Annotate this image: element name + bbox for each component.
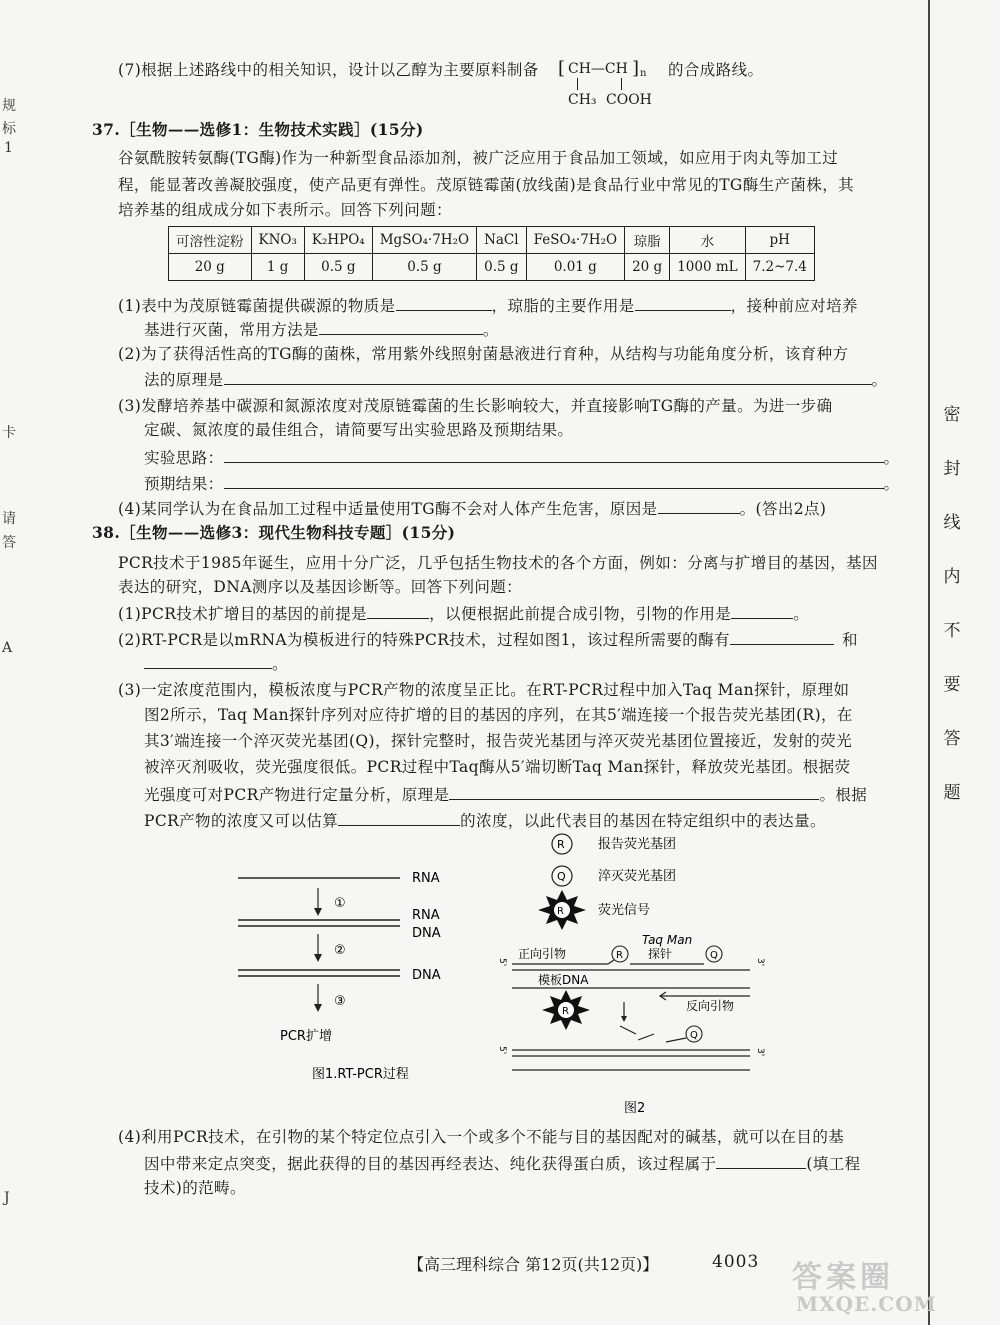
q37-p4-text-a: (4)某同学认为在食品加工过程中适量使用TG酶不会对人体产生危害，原因是 (118, 500, 658, 518)
q37-intro-2: 程，能显著改善凝胶强度，使产品更有弹性。茂原链霉菌(放线菌)是食品行业中常见的TG酶生产菌株，其 (118, 176, 855, 194)
q37-part3-result: 预期结果： 。 (144, 472, 899, 494)
answer-blank[interactable] (144, 652, 272, 669)
q38-part4-b (144, 1152, 861, 1174)
figure-2-caption: 图2 (624, 1101, 646, 1116)
q37-p1-text-c: ，接种前应对培养 (730, 297, 858, 315)
q36-part7 (118, 60, 539, 80)
q38-part3-e (144, 783, 867, 805)
exam-code: 4003 (712, 1252, 760, 1272)
label-dna-2: DNA (412, 926, 441, 941)
answer-blank[interactable] (338, 809, 460, 826)
step-2-label: ② (334, 943, 346, 958)
step-3-label: ③ (334, 994, 346, 1009)
arrow-head (314, 1004, 322, 1012)
q38-part3-c: 其3′端连接一个淬灭荧光基团(Q)，探针完整时，报告荧光基团与淬灭荧光基团位置接近，发射的荧光 (144, 732, 852, 750)
free-quencher-symbol: Q (690, 1030, 698, 1041)
q38-part3-d: 被淬灭剂吸收，荧光强度很低。PCR过程中Taq酶从5′端切断Taq Man探针，释放荧光基团。根据荧 (144, 758, 851, 776)
answer-blank[interactable] (635, 294, 731, 311)
q38-part2 (118, 628, 858, 650)
table-value-cell: 7.2~7.4 (745, 254, 814, 281)
q38-p1-text-a: (1)PCR技术扩增目的基因的前提是 (118, 605, 368, 623)
answer-blank[interactable] (319, 318, 483, 335)
q38-part2-cont: 。 (144, 652, 288, 674)
q38-part3-a: (3)一定浓度范围内，模板浓度与PCR产物的浓度呈正比。在RT-PCR过程中加入Taq Man探针，原理如 (118, 681, 850, 699)
q37-p1-text-a: (1)表中为茂原链霉菌提供碳源的物质是 (118, 297, 396, 315)
answer-blank[interactable] (730, 628, 834, 645)
figure-1-rt-pcr (230, 860, 470, 1090)
answer-blank[interactable] (224, 472, 884, 489)
left-mark: 1 (4, 140, 13, 156)
binding-char: 封 (943, 459, 961, 479)
q37-p4-text-b: 。(答出2点) (739, 500, 827, 518)
q38-part4-d: 技术)的范畴。 (144, 1179, 246, 1197)
binding-char: 线 (943, 513, 961, 533)
q38-part1: (1)PCR技术扩增目的基因的前提是 ，以便根据此前提合成引物，引物的作用是 。 (118, 602, 809, 624)
polymer-backbone: CH—CH (568, 61, 628, 77)
pcr-amplify-label: PCR扩增 (280, 1029, 332, 1044)
watermark-url: MXQE.COM (796, 1292, 937, 1316)
table-header-cell: MgSO₄·7H₂O (372, 227, 476, 254)
answer-blank[interactable] (716, 1152, 806, 1169)
primer-arrowhead (608, 960, 614, 964)
binding-char: 要 (943, 675, 961, 695)
watermark-logo: 答案圈 (792, 1260, 894, 1295)
q37-p1-text-d: 基进行灭菌，常用方法是 (144, 321, 319, 339)
q37-intro-1: 谷氨酰胺转氨酶(TG酶)作为一种新型食品添加剂，被广泛应用于食品加工领域，如应用于肉丸等加工过 (118, 149, 839, 167)
legend-quencher-symbol: Q (557, 870, 566, 883)
answer-blank[interactable] (449, 783, 819, 800)
table-value-cell: 0.5 g (304, 254, 372, 281)
released-signal-symbol: R (562, 1006, 569, 1017)
binding-notice (940, 405, 964, 837)
legend-signal-symbol: R (557, 906, 564, 917)
binding-char: 密 (943, 405, 961, 425)
polymer-ch3: CH₃ (568, 92, 597, 108)
binding-char: 题 (943, 783, 961, 803)
q37-p1-text-b: ，琼脂的主要作用是 (491, 297, 635, 315)
legend-quencher-label: 淬灭荧光基团 (598, 869, 677, 884)
legend-signal-label: 荧光信号 (598, 903, 651, 918)
binding-char: 内 (943, 567, 961, 587)
label-dna-3: DNA (412, 968, 441, 983)
left-mark: J (4, 1190, 10, 1206)
table-header-cell: 可溶性淀粉 (169, 227, 252, 254)
table-header-cell: K₂HPO₄ (304, 227, 372, 254)
table-value-cell: 1000 mL (670, 254, 745, 281)
forward-primer-label: 正向引物 (518, 947, 567, 961)
left-mark: 答 (2, 535, 16, 551)
q38-header: 38.［生物——选修3：现代生物科技专题］(15分) (92, 523, 456, 542)
table-value-cell: 20 g (169, 254, 252, 281)
q37-part3-b: 定碳、氮浓度的最佳组合，请简要写出实验思路及预期结果。 (144, 421, 574, 439)
answer-blank[interactable] (658, 497, 740, 514)
table-value-cell: 0.5 g (477, 254, 527, 281)
q38-p3-text-f: 。根据 (819, 786, 868, 804)
q38-part3-b: 图2所示，Taq Man探针序列对应待扩增的目的基因的序列，在其5′端连接一个报告荧光基团(R)，在 (144, 706, 853, 724)
left-mark: 卡 (2, 425, 16, 441)
polymer-cooh: COOH (606, 92, 652, 108)
table-value-cell: 0.5 g (372, 254, 476, 281)
binding-line (928, 0, 930, 1325)
legend-reporter-symbol: R (557, 838, 565, 851)
binding-char: 答 (943, 729, 961, 749)
q38-p4-text-b: 因中带来定点突变，据此获得的目的基因再经表达、纯化获得蛋白质，该过程属于 (144, 1155, 717, 1173)
answer-blank[interactable] (731, 602, 793, 619)
left-mark: 标 (2, 121, 16, 137)
label-rna: RNA (412, 871, 440, 886)
q37-part1-cont: 基进行灭菌，常用方法是 。 (144, 318, 499, 340)
table-header-cell: 水 (670, 227, 745, 254)
table-value-row (169, 254, 815, 281)
q36-part7-prefix: (7)根据上述路线中的相关知识，设计以乙醇为主要原料制备 (118, 61, 539, 79)
q37-part2: (2)为了获得活性高的TG酶的菌株，常用紫外线照射菌悬液进行育种，从结构与功能角度分析，该育种方 (118, 345, 849, 363)
q38-intro-2: 表达的研究，DNA测序以及基因诊断等。回答下列问题： (118, 578, 523, 596)
arrow-head (621, 1016, 627, 1022)
q38-part3-g (144, 809, 826, 831)
table-header-cell: 琼脂 (625, 227, 670, 254)
table-value-cell: 20 g (625, 254, 670, 281)
step-1-label: ① (334, 896, 346, 911)
table-header-cell: KNO₃ (251, 227, 304, 254)
q38-p2-text-b: 和 (841, 631, 858, 649)
q37-p3-result-label: 预期结果： (144, 475, 224, 493)
q37-part3: (3)发酵培养基中碳源和氮源浓度对茂原链霉菌的生长影响较大，并直接影响TG酶的产量。为进一步确 (118, 397, 833, 415)
medium-composition-table (168, 226, 815, 281)
q37-part4 (118, 497, 826, 519)
q38-p2-text-a: (2)RT-PCR是以mRNA为模板进行的特殊PCR技术，过程如图1，该过程所需要的酶有 (118, 631, 730, 649)
template-dna-label: 模板DNA (538, 973, 589, 987)
arrow-head (314, 954, 322, 962)
end-3-label: 3' (755, 958, 765, 967)
q37-p2-text-b: 法的原理是 (144, 371, 224, 389)
table-value-cell: 0.01 g (526, 254, 624, 281)
q38-intro-1: PCR技术于1985年诞生，应用十分广泛，几乎包括生物技术的各个方面，例如：分离与扩增目的基因，基因 (118, 554, 878, 572)
figure-1-caption: 图1.RT-PCR过程 (312, 1067, 409, 1082)
left-mark: 请 (2, 511, 16, 527)
fragment (620, 1026, 636, 1034)
end-5-label: 5' (497, 958, 507, 967)
left-mark: 规 (2, 98, 16, 114)
table-header-cell: FeSO₄·7H₂O (526, 227, 624, 254)
page-footer: 【高三理科综合 第12页(共12页)】 (408, 1255, 659, 1274)
figure-2-taqman (490, 830, 780, 1120)
binding-char: 不 (943, 621, 961, 641)
probe-reporter-symbol: R (616, 950, 623, 961)
probe-label: 探针 (648, 947, 673, 961)
probe-tail (666, 1038, 686, 1042)
table-header-row (169, 227, 815, 254)
end-5-label-2: 5' (497, 1046, 507, 1055)
answer-blank[interactable] (224, 446, 884, 463)
q37-part1 (118, 294, 858, 316)
q38-p1-text-b: ，以便根据此前提合成引物，引物的作用是 (429, 605, 732, 623)
table-header-cell: pH (745, 227, 814, 254)
q36-part7-suffix: 的合成路线。 (668, 61, 764, 79)
label-rna-2: RNA (412, 908, 440, 923)
legend-reporter-label: 报告荧光基团 (598, 837, 677, 852)
q37-part2-cont: 法的原理是 。 (144, 368, 887, 390)
fragment (638, 1034, 654, 1040)
table-header-cell: NaCl (477, 227, 527, 254)
q38-p3-text-e: 光强度可对PCR产物进行定量分析，原理是 (144, 786, 450, 804)
left-mark: A (2, 640, 13, 656)
answer-blank[interactable] (396, 294, 492, 311)
q37-header: 37.［生物——选修1：生物技术实践］(15分) (92, 120, 424, 139)
exam-page: 规 标 1 卡 请 答 A J (7)根据上述路线中的相关知识，设计以乙醇为主要原料制备 [ CH—CH ] n CH₃ COOH 的合成路线。 37.［生物——选修1：生物技术实践］(15分) 谷氨酰胺转氨酶(TG酶)作为一种新型食品添加剂，被广泛应用于食品加工领域，如应用于肉丸等加工过 程，能显著改善凝胶强度，使产品更有弹性。茂原链霉菌(放线菌)是食品行业中常见的TG酶生产菌株，其 培养基的组成成分如下表所示。回答下列问题： 可溶性淀粉 KNO₃ K₂HPO₄ MgSO₄·7H₂O NaCl FeSO₄·7H₂O 琼脂 水 pH 20 g 1 g 0.5 g 0.5 g 0.5 g 0.01 g 20 g 1000 mL 7.2~7.4 (1)表中为茂原链霉菌提供碳源的物质是 ，琼脂的主要作用是 ，接种前应对培养 基进行灭菌，常用方法是 。 (2)为了获得活性高的TG酶的菌株，常用紫外线照射菌悬液进行育种，从结构与功能角度分析，该育种方 法的原理是 。 (3)发酵培养基中碳源和氮源浓度对茂原链霉菌的生长影响较大，并直接影响TG酶的产量。为进一步确 定碳、氮浓度的最佳组合，请简要写出实验思路及预期结果。 实验思路： 。 预期结果： 。 (4)某同学认为在食品加工过程中适量使用TG酶不会对人体产生危害，原因是 。(答出2点) 38.［生物——选修3：现代生物科技专题］(15分) PCR技术于1985年诞生，应用十分广泛，几乎包括生物技术的各个方面，例如：分离与扩增目的基因，基因 表达的研究，DNA测序以及基因诊断等。回答下列问题： (1)PCR技术扩增目的基因的前提是 ，以便根据此前提合成引物，引物的作用是 。 (2)RT-PCR是以mRNA为模板进行的特殊PCR技术，过程如图1，该过程所需要的酶有 和 。 (3)一定浓度范围内，模板浓度与PCR产物的浓度呈正比。在RT-PCR过程中加入Taq Man探针，原理如 图2所示，Taq Man探针序列对应待扩增的目的基因的序列，在其5′端连接一个报告荧光基团(R)，在 其3′端连接一个淬灭荧光基团(Q)，探针完整时，报告荧光基团与淬灭荧光基团位置接近，发射的荧光 被淬灭剂吸收，荧光强度很低。PCR过程中Taq酶从5′端切断Taq Man探针，释放荧光基团。根据荧 光强度可对PCR产物进行定量分析，原理是 。根据 PCR产物的浓度又可以估算 的浓度，以此代表目的基因在特定组织中的表达量。 RNA ① RNA DNA ② DNA ③ PCR扩增 图1.RT-PCR过程 R 报告荧光基团 Q 淬灭荧光基团 R 荧光信号 Taq Man 正向引物 R 探针 Q 5' 模板DNA 3' 反向引物 R Q 5' 3' 图2 (4)利用PCR技术，在引物的某个特定位点引入一个或多个不能与目的基因配对的碱基，就可以在目的基 因中带来定点突变，据此获得的目的基因再经表达、纯化获得蛋白质，该过程属于 (填工程 技术)的范畴。 密 封 线 内 不 要 答 题 【高三理科综合 第12页(共12页)】 4003 答案圈 MXQE.COM (0, 0, 1000, 1325)
q37-part3-idea: 实验思路： 。 (144, 446, 899, 468)
q38-p4-text-c: (填工程 (806, 1155, 861, 1173)
q37-intro-3: 培养基的组成成分如下表所示。回答下列问题： (118, 201, 452, 219)
probe-quencher-symbol: Q (710, 950, 718, 961)
polymer-n: n (640, 68, 647, 79)
reverse-primer-label: 反向引物 (686, 999, 735, 1013)
probe-name-label: Taq Man (642, 933, 693, 947)
arrow-head (314, 908, 322, 916)
answer-blank[interactable] (224, 368, 872, 385)
q38-p3-text-h: 的浓度，以此代表目的基因在特定组织中的表达量。 (460, 812, 826, 830)
q37-p3-idea-label: 实验思路： (144, 449, 224, 467)
q38-part4-a: (4)利用PCR技术，在引物的某个特定位点引入一个或多个不能与目的基因配对的碱基，就可以在目的基 (118, 1128, 845, 1146)
q38-p3-text-g: PCR产物的浓度又可以估算 (144, 812, 339, 830)
table-value-cell: 1 g (251, 254, 304, 281)
answer-blank[interactable] (367, 602, 429, 619)
end-3-label-2: 3' (755, 1048, 765, 1057)
